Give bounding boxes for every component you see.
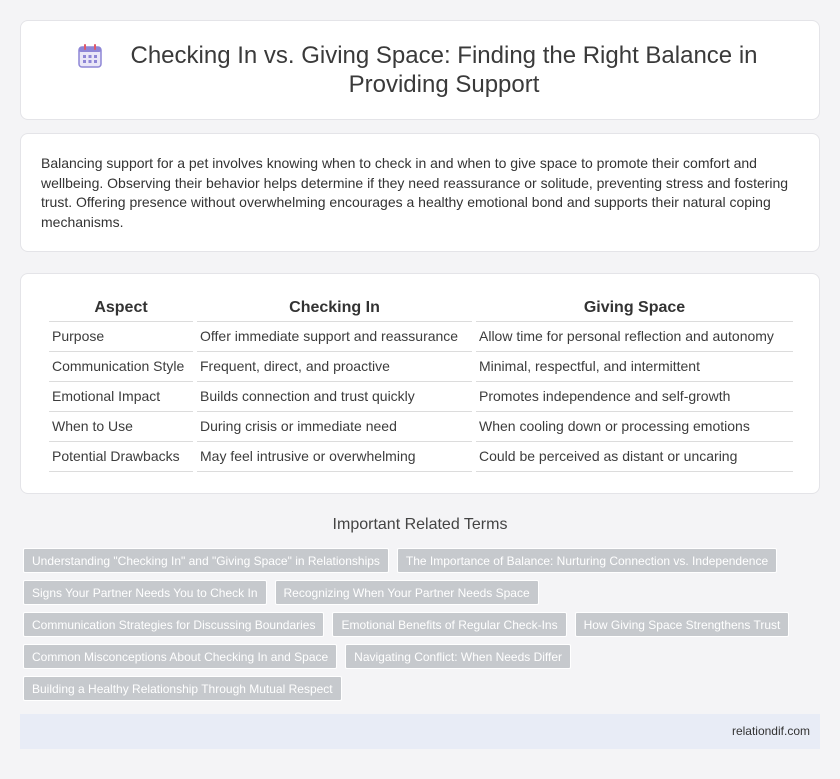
table-cell: Frequent, direct, and proactive [197, 351, 472, 381]
intro-paragraph: Balancing support for a pet involves knowing when to check in and when to give space to promote their comfort and wellbeing. Observing their behavior helps determine if they need reassurance or solitude, preventing stress and fostering trust. Offering presence without overwhelming encourages a healthy emotional bond and supports their natural coping mechanisms. [41, 155, 789, 230]
table-cell: Minimal, respectful, and intermittent [476, 351, 793, 381]
calendar-icon [76, 42, 104, 70]
related-term-link[interactable]: The Importance of Balance: Nurturing Connection vs. Independence [397, 548, 777, 573]
related-terms-heading: Important Related Terms [332, 516, 508, 533]
table-header-row [49, 297, 793, 321]
related-term-link[interactable]: Signs Your Partner Needs You to Check In [23, 580, 267, 605]
table-cell: Communication Style [49, 351, 193, 381]
table-cell: Purpose [49, 321, 193, 351]
table-cell: Promotes independence and self-growth [476, 381, 793, 411]
related-term-link[interactable]: Emotional Benefits of Regular Check-Ins [332, 612, 566, 637]
table-row [49, 321, 793, 351]
related-term-link[interactable]: Understanding "Checking In" and "Giving Space" in Relationships [23, 548, 389, 573]
page-title: Checking In vs. Giving Space: Finding the Right Balance in Providing Support [130, 42, 758, 98]
title-wrap [76, 41, 764, 99]
related-term-link[interactable]: Navigating Conflict: When Needs Differ [345, 644, 571, 669]
related-term-link[interactable]: Recognizing When Your Partner Needs Space [275, 580, 539, 605]
related-term-link[interactable]: Common Misconceptions About Checking In and Space [23, 644, 337, 669]
footer [20, 714, 820, 749]
related-term-link[interactable]: Communication Strategies for Discussing Boundaries [23, 612, 324, 637]
related-term-link[interactable]: How Giving Space Strengthens Trust [575, 612, 790, 637]
table-row [49, 381, 793, 411]
table-cell: Could be perceived as distant or uncaring [476, 441, 793, 472]
table-cell: Emotional Impact [49, 381, 193, 411]
table-cell: Allow time for personal reflection and autonomy [476, 321, 793, 351]
table-cell: When cooling down or processing emotions [476, 411, 793, 441]
related-term-link[interactable]: Building a Healthy Relationship Through Mutual Respect [23, 676, 342, 701]
table-cell: May feel intrusive or overwhelming [197, 441, 472, 472]
table-cell: Builds connection and trust quickly [197, 381, 472, 411]
table-cell: Potential Drawbacks [49, 441, 193, 472]
footer-site-link[interactable]: relationdif.com [731, 724, 810, 738]
intro-card [20, 133, 820, 252]
title-card [20, 20, 820, 120]
table-cell: During crisis or immediate need [197, 411, 472, 441]
table-row [49, 351, 793, 381]
comparison-table [45, 297, 797, 472]
table-row [49, 411, 793, 441]
related-terms-list [23, 548, 823, 708]
table-cell: Offer immediate support and reassurance [197, 321, 472, 351]
header-giving-space: Giving Space [583, 299, 686, 316]
table-cell: When to Use [49, 411, 193, 441]
header-aspect: Aspect [94, 299, 148, 316]
header-checking-in: Checking In [289, 299, 380, 316]
comparison-card [20, 273, 820, 494]
table-row [49, 441, 793, 472]
